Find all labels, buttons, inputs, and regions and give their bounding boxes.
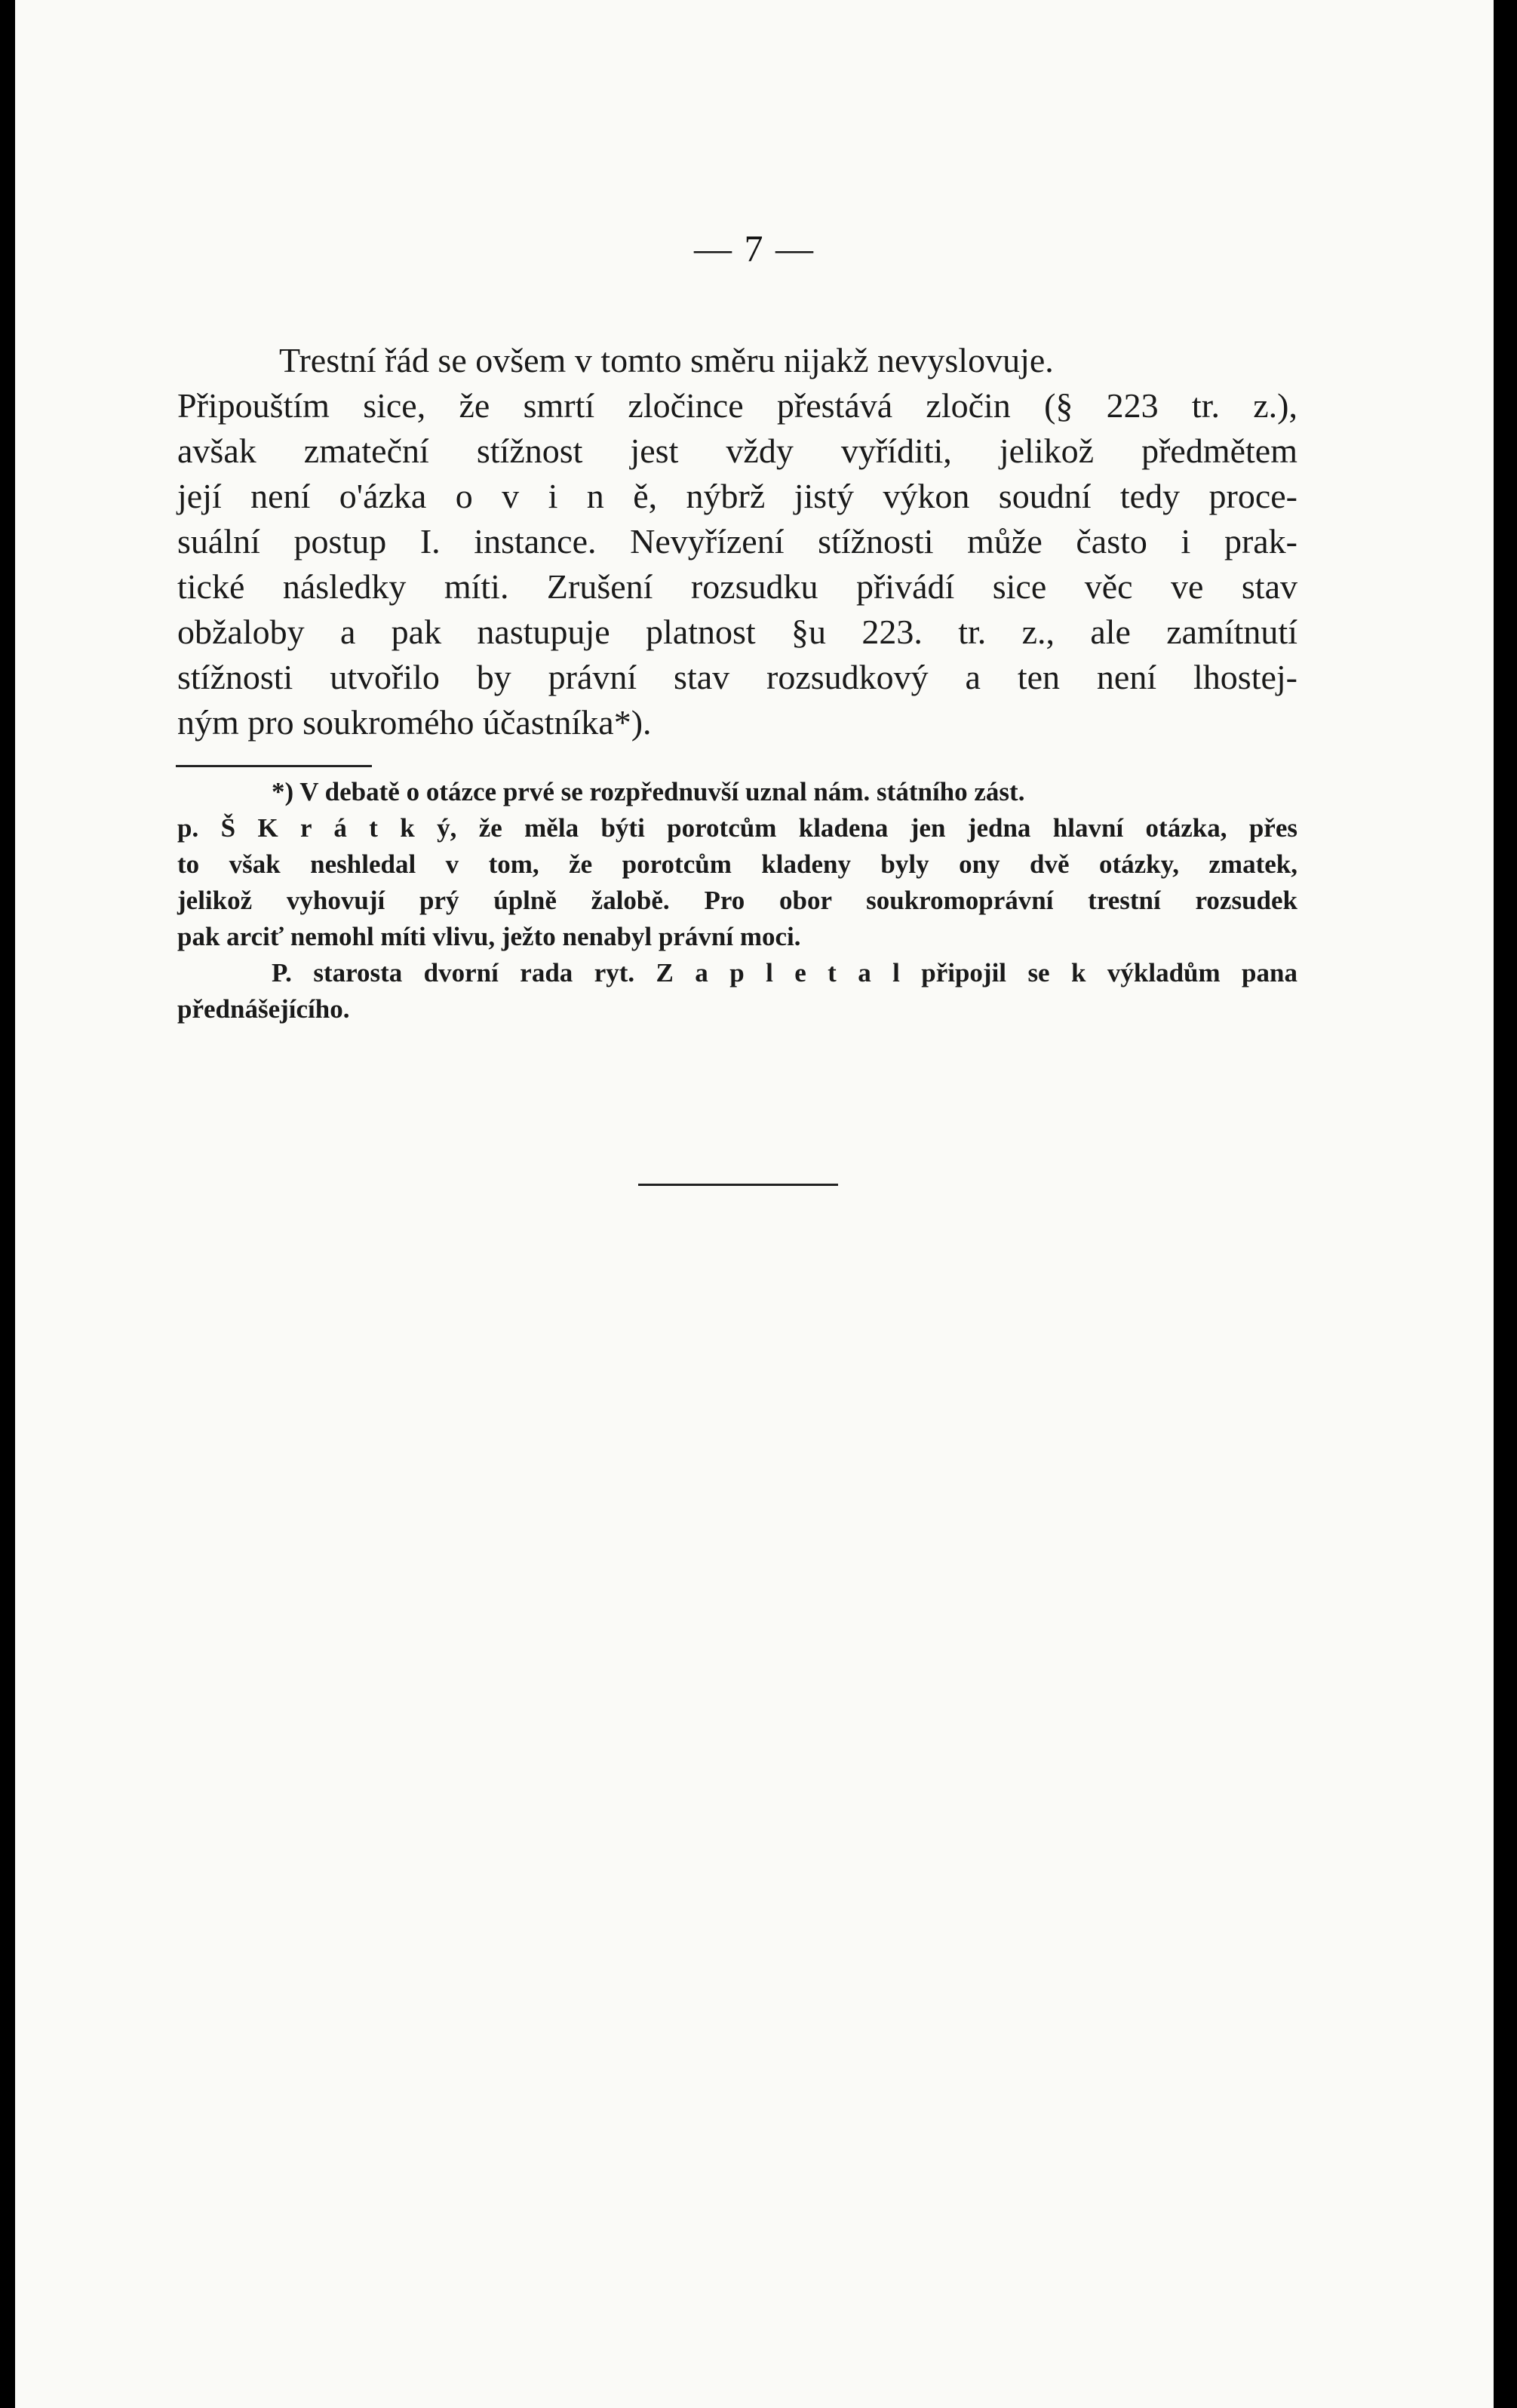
footnote-line: pak arciť nemohl míti vlivu, ježto nenabyl právní moci. (177, 922, 801, 951)
book-page (15, 0, 1494, 2408)
footnote-line: jelikož vyhovují prý úplně žalobě. Pro obor soukromoprávní trestní rozsudek (177, 886, 1297, 915)
footnote-line: to však neshledal v tom, že porotcům kladeny byly ony dvě otázky, zmatek, (177, 849, 1297, 879)
body-line: tické následky míti. Zrušení rozsudku přivádí sice věc ve stav (177, 567, 1297, 606)
footnote-line: přednášejícího. (177, 994, 350, 1024)
footnote-separator (176, 765, 372, 767)
footnote-line: p. Š K r á t k ý, že měla býti porotcům kladena jen jedna hlavní otázka, přes (177, 813, 1297, 843)
body-line: Trestní řád se ovšem v tomto směru nijakž nevyslovuje. (279, 341, 1054, 379)
body-line: Připouštím sice, že smrtí zločince přestává zločin (§ 223 tr. z.), (177, 386, 1297, 425)
footnote-line: P. starosta dvorní rada ryt. Z a p l e t a l připojil se k výkladům pana (272, 958, 1297, 987)
body-line: ným pro soukromého účastníka*). (177, 703, 652, 742)
closing-rule (638, 1184, 838, 1186)
body-line: suální postup I. instance. Nevyřízení stížnosti může často i prak- (177, 522, 1297, 561)
body-line: avšak zmateční stížnost jest vždy vyříditi, jelikož předmětem (177, 432, 1297, 470)
footnote-line: *) V debatě o otázce prvé se rozpřednuvší uznal nám. státního zást. (272, 777, 1025, 806)
body-line: stížnosti utvořilo by právní stav rozsudkový a ten není lhostej- (177, 658, 1297, 696)
body-line: její není o'ázka o v i n ě, nýbrž jistý výkon soudní tedy proce- (177, 477, 1297, 515)
scan-border (1494, 0, 1517, 2408)
page-number: — 7 — (694, 227, 815, 269)
body-line: obžaloby a pak nastupuje platnost §u 223. tr. z., ale zamítnutí (177, 613, 1297, 651)
